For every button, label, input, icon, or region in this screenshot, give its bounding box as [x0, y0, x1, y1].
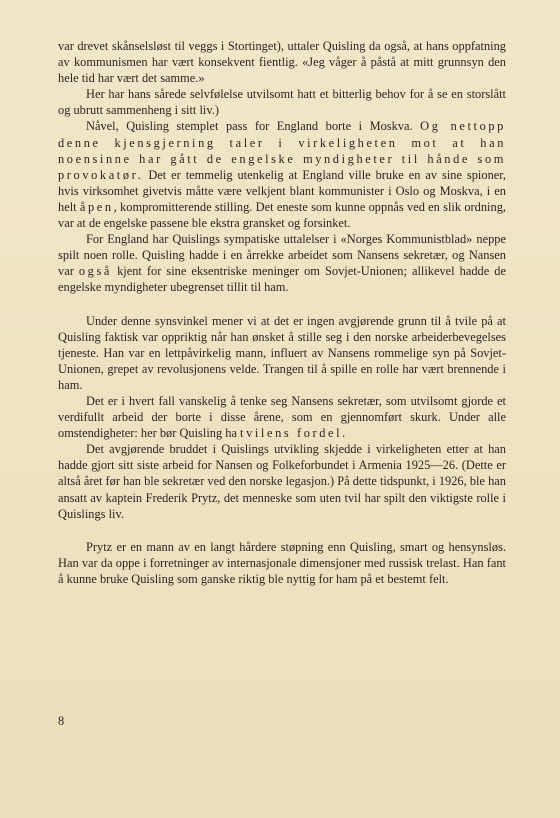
spaced-emphasis: også: [78, 264, 113, 279]
spaced-emphasis: Og nettopp denne kjensgjerning taler i virkeligheten mot at han noensinne har gått de engelske myndigheter til hånde som provokatør.: [58, 119, 506, 182]
spaced-emphasis: åpen: [79, 199, 114, 214]
paragraph-text: , kompromitterende stilling. Det eneste som kunne oppnås ved en slik ordning, var at de engelske passene ble ekstra gransket og forsinket.: [58, 199, 506, 231]
spaced-emphasis: tvilens fordel.: [240, 426, 348, 441]
paragraph: Det avgjørende bruddet i Quislings utvikling skjedde i virkeligheten etter at han hadde gjort sitt siste arbeid for Nansen og Folkeforbundet i Armenia 1925—26. (Dette er altså året før han ble sekretær ved den norske legasjon.) På dette tidspunkt, i 1926, ble han ansatt av kaptein Frederik Prytz, det menneske som uten tvil har spilt den viktigste rolle i Quislings liv.: [58, 442, 506, 521]
paragraph: [58, 393, 506, 441]
paragraph-text: Det er temmelig utenkelig at England ville bruke en av sine spioner, hvis virksomhet givetvis måtte være velkjent blant kommunister i Oslo og Moskva, i en helt: [58, 167, 506, 214]
paragraph: [58, 231, 506, 295]
body-text: [58, 38, 506, 587]
paragraph-text: Det er i hvert fall vanskelig å tenke seg Nansens sekretær, som utvilsomt gjorde et verdifullt arbeid der borte i disse årene, som en gjennomført skurk. Under alle omstendigheter: her bør Quisling ha: [58, 393, 506, 441]
paragraph-text: For England har Quislings sympatiske uttalelser i «Norges Kommunistblad» neppe spilt noen rolle. Quisling hadde i en årrekke arbeidet som Nansens sekretær, og Nansen var: [58, 232, 506, 279]
page-number: 8: [58, 714, 65, 728]
paragraph: Under denne synsvinkel mener vi at det er ingen avgjørende grunn til å tvile på at Quisling faktisk var oppriktig når han ønsket å stille seg i den norske arbeiderbevegelses tjeneste. Han var en lettpåvirkelig mann, influert av Nansens rommelige syn på Sovjet-Unionen, grepet av revolusjonens velde. Trangen til å spille en rolle har vært brennende i ham.: [58, 313, 506, 392]
paragraph: [58, 118, 506, 231]
paragraph: Prytz er en mann av en langt hårdere støpning enn Quisling, smart og hensynsløs. Han var da oppe i forretninger av internasjonale dimensjoner med russisk trelast. Han fant å kunne bruke Quisling som ganske riktig ble nyttig for ham på et bestemt felt.: [58, 539, 506, 586]
paragraph-text: Nåvel, Quisling stemplet pass for England borte i Moskva.: [86, 119, 421, 134]
paragraph: var drevet skånselsløst til veggs i Stortinget), uttaler Quisling da også, at hans oppfatning av kommunismen har vært konsekvent fientlig. «Jeg våger å påstå at mitt grunnsyn den hele tid har vært det samme.»: [58, 39, 506, 86]
paragraph-text: kjent for sine eksentriske meninger om Sovjet-Unionen; allikevel hadde de engelske myndigheter ubegrenset tillit til ham.: [58, 264, 507, 295]
paragraph: Her har hans sårede selvfølelse utvilsomt hatt et bitterlig behov for å se en storslått og ubrutt sammenheng i sitt liv.): [58, 87, 506, 118]
